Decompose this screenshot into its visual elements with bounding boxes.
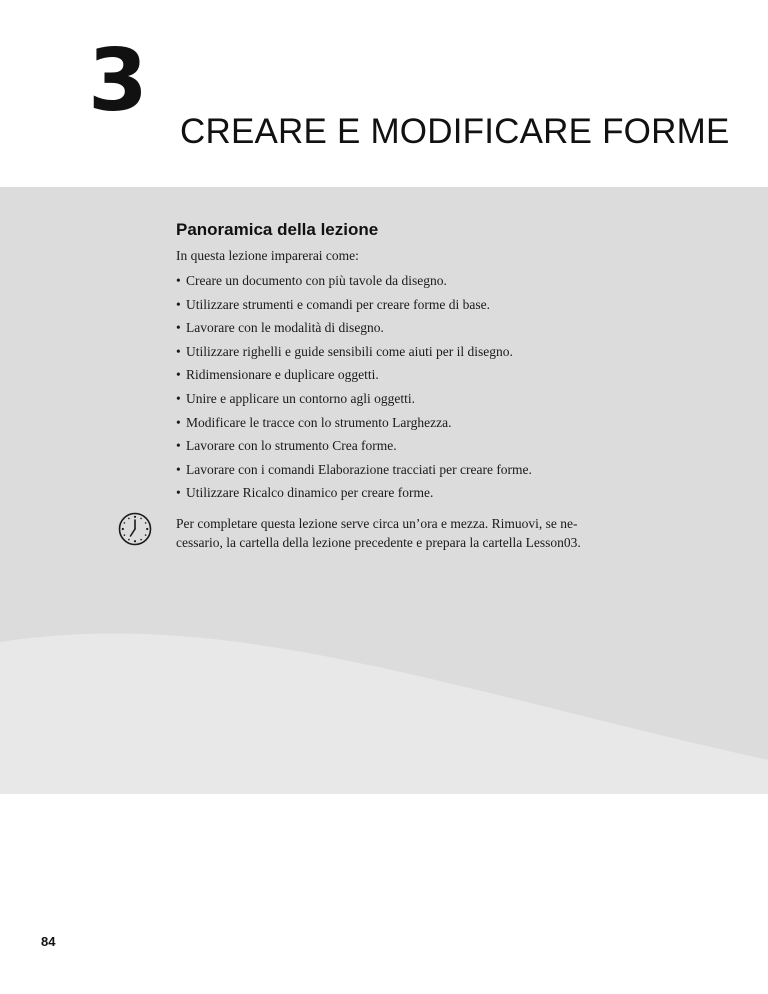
list-item [176,344,532,368]
list-item-text: Utilizzare strumenti e comandi per creare forme di base. [186,296,490,312]
list-item [176,438,532,462]
list-item-text: Lavorare con lo strumento Crea forme. [186,438,397,454]
bullet: • [176,414,181,430]
list-item [176,391,532,415]
time-note [176,514,606,552]
list-item [176,462,532,486]
list-item [176,320,532,344]
bullet: • [176,296,181,312]
page-number: 84 [41,934,56,949]
chapter-title: CREARE E MODIFICARE FORME [180,112,730,151]
section-heading: Panoramica della lezione [176,220,379,239]
bullet: • [176,367,181,383]
list-item-text: Modificare le tracce con lo strumento Larghezza. [186,414,452,430]
list-item-text: Lavorare con le modalità di disegno. [186,320,384,336]
list-item-text: Utilizzare righelli e guide sensibili come aiuti per il disegno. [186,343,513,359]
time-note-line-1: Per completare questa lezione serve circa un’ora e mezza. Rimuovi, se ne- [176,516,578,531]
objectives-list [176,273,532,509]
bullet: • [176,273,181,288]
bullet: • [176,343,181,359]
list-item [176,415,532,439]
bullet: • [176,320,181,336]
list-item [176,367,532,391]
list-item [176,485,532,509]
list-item-text: Ridimensionare e duplicare oggetti. [186,367,379,383]
list-item-text: Creare un documento con più tavole da disegno. [186,273,447,288]
bullet: • [176,438,181,454]
clock-icon [117,511,153,547]
chapter-number: 3 [88,31,146,131]
time-note-line-2: cessario, la cartella della lezione precedente e prepara la cartella Lesson03. [176,535,581,550]
list-item-text: Utilizzare Ricalco dinamico per creare forme. [186,485,434,501]
list-item-text: Lavorare con i comandi Elaborazione tracciati per creare forme. [186,461,532,477]
intro-text: In questa lezione imparerai come: [176,248,359,263]
bullet: • [176,390,181,406]
bullet: • [176,485,181,501]
bullet: • [176,461,181,477]
list-item [176,273,532,297]
list-item-text: Unire e applicare un contorno agli oggetti. [186,390,416,406]
list-item [176,297,532,321]
